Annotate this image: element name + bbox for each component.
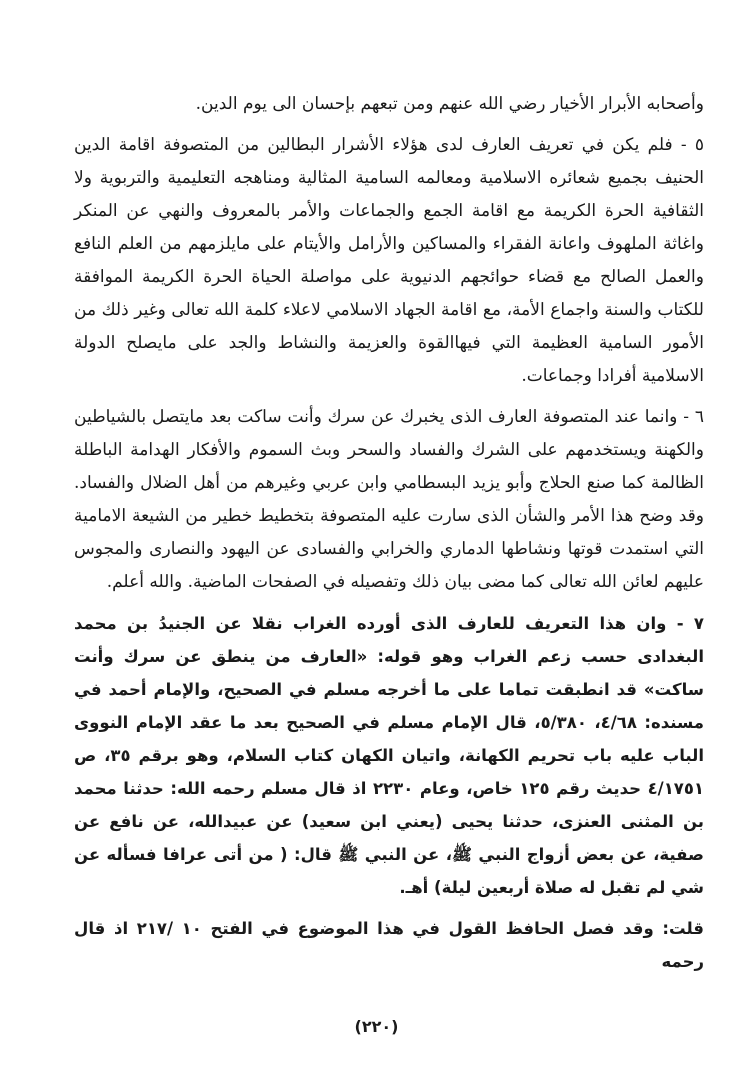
page-number: (٢٢٠) [354, 1017, 399, 1036]
page-body [74, 88, 704, 986]
paragraph-continuation: وأصحابه الأبرار الأخيار رضي الله عنهم ومن تبعهم بإحسان الى يوم الدين. [195, 94, 704, 114]
paragraph-point-7: ٧ - وان هذا التعريف للعارف الذى أورده الغراب نقلا عن الجنيدُ بن محمد البغدادى حسب زعم الغراب وهو قوله: «العارف من ينطق عن سرك وأنت ساكت» قد انطبقت تماما على ما أخرجه مسلم في الصحيح، والإمام أحمد في مسنده: ٤/٦٨، ٥/٣٨٠، قال الإمام مسلم في الصحيح بعد ما عقد الإمام النووى الباب عليه باب تحريم الكهانة، واتيان الكهان كتاب السلام، وهو برقم ٣٥، ص ٤/١٧٥١ حديث رقم ١٢٥ خاص، وعام ٢٢٣٠ اذ قال مسلم رحمه الله: حدثنا محمد بن المثنى العنزى، حدثنا يحيى (يعني ابن سعيد) عن عبيدالله، عن نافع عن صفية، عن بعض أزواج النبي ﷺ، عن النبي ﷺ قال: ( من أتى عرافا فسأله عن شي لم تقبل له صلاة أربعين ليلة) أهـ. [74, 614, 705, 897]
paragraph-point-6: ٦ - وانما عند المتصوفة العارف الذى يخبرك عن سرك وأنت ساكت بعد مايتصل بالشياطين والكهنة ويستخدمهم على الشرك والفساد والسحر وبث السموم والأفكار الهدامة الباطلة الظالمة كما صنع الحلاج وأبو يزيد البسطامي وابن عربي وغيرهم من أهل الضلال والفساد. وقد وضح هذا الأمر والشأن الذى سارت عليه المتصوفة بتخطيط خطير من الشيعة الامامية التي استمدت قوتها ونشاطها الدماري والخرابي والفسادى عن اليهود والنصارى والمجوس عليهم لعائن الله تعالى كما مضى بيان ذلك وتفصيله في الصفحات الماضية. والله أعلم. [74, 407, 704, 592]
paragraph-qultu: قلت: وقد فصل الحافظ القول في هذا الموضوع في الفتح ١٠ /٢١٧ اذ قال رحمه [74, 919, 704, 971]
paragraph-point-5: ٥ - فلم يكن في تعريف العارف لدى هؤلاء الأشرار البطالين من المتصوفة اقامة الدين الحنيف بجميع شعائره الاسلامية ومعالمه السامية المثالية ومناهجه التعليمية والتربوية ولا الثقافية الحرة الكريمة مع اقامة الجمع والجماعات والأمر بالمعروف والنهي عن المنكر واغاثة الملهوف واعانة الفقراء والمساكين والأرامل والأيتام على مايلزمهم من العلم النافع والعمل الصالح مع قضاء حوائجهم الدنيوية على مواصلة الحياة الحرة الكريمة الموافقة للكتاب والسنة واجماع الأمة، مع اقامة الجهاد الاسلامي لاعلاء كلمة الله تعالى وغير ذلك من الأمور السامية العظيمة التي فيهاالقوة والعزيمة والنشاط والجد على مايصلح الدولة الاسلامية أفرادا وجماعات. [74, 135, 704, 386]
